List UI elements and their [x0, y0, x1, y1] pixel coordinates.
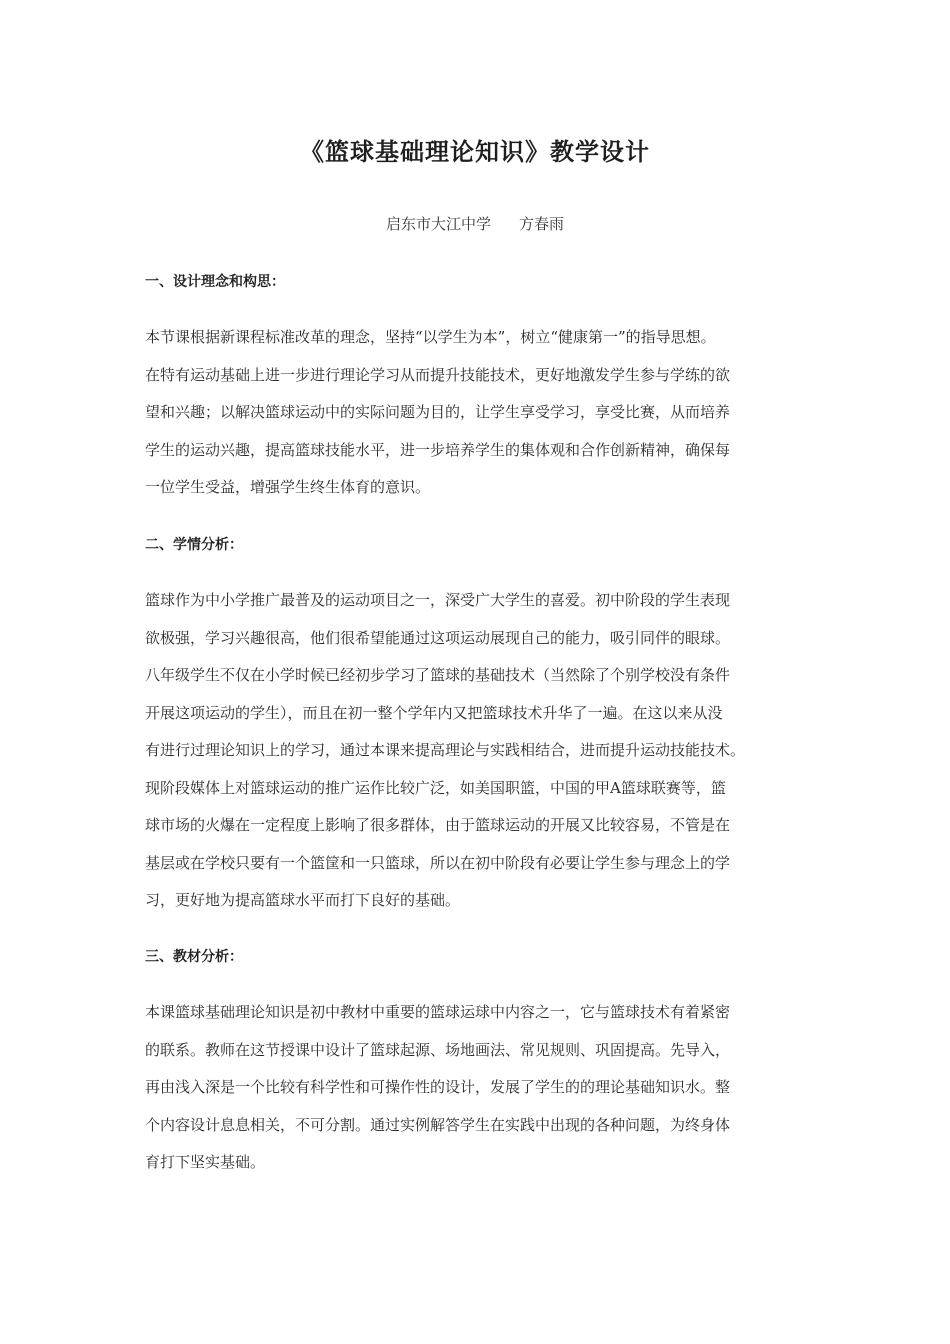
section-paragraph-material-analysis: [145, 994, 810, 1182]
paragraph-line: 育打下坚实基础。: [145, 1153, 266, 1171]
paragraph-line: 现阶段媒体上对篮球运动的推广运作比较广泛，如美国职篮，中国的甲A篮球联赛等，篮: [145, 778, 726, 797]
school-name: 启东市大江中学: [385, 215, 491, 233]
author-line: [0, 213, 950, 235]
document-title: 《篮球基础理论知识》教学设计: [300, 137, 650, 166]
paragraph-line: 本节课根据新课程标准改革的理念，坚持“以学生为本”，树立“健康第一”的指导思想。: [145, 328, 716, 346]
paragraph-line: 个内容设计息息相关，不可分割。通过实例解答学生在实践中出现的各种问题，为终身体: [145, 1115, 731, 1134]
paragraph-line: 球市场的火爆在一定程度上影响了很多群体，由于篮球运动的开展又比较容易，不管是在: [145, 816, 731, 834]
paragraph-line: 基层或在学校只要有一个篮筐和一只篮球，所以在初中阶段有必要让学生参与理念上的学: [145, 853, 731, 872]
paragraph-line: 再由浅入深是一个比较有科学性和可操作性的设计，发展了学生的的理论基础知识水。整: [145, 1078, 731, 1096]
paragraph-line: 开展这项运动的学生），而且在初一整个学年内又把篮球技术升华了一遍。在这以来从没: [145, 703, 723, 722]
paragraph-line: 望和兴趣；以解决篮球运动中的实际问题为目的，让学生享受学习，享受比赛，从而培养: [145, 403, 731, 421]
section-paragraph-design-concept: [145, 319, 810, 507]
section-paragraph-student-analysis: [145, 582, 810, 920]
paragraph-line: 有进行过理论知识上的学习，通过本课来提高理论与实践相结合，进而提升运动技能技术。: [145, 741, 746, 759]
section-heading-student-analysis: 二、学情分析：: [145, 537, 243, 553]
paragraph-line: 欲极强，学习兴趣很高，他们很希望能通过这项运动展现自己的能力，吸引同伴的眼球。: [145, 628, 731, 647]
paragraph-line: 习，更好地为提高篮球水平而打下良好的基础。: [145, 891, 461, 909]
paragraph-line: 八年级学生不仅在小学时候已经初步学习了篮球的基础技术（当然除了个别学校没有条件: [145, 666, 731, 684]
paragraph-line: 学生的运动兴趣，提高篮球技能水平，进一步培养学生的集体观和合作创新精神，确保每: [145, 440, 731, 459]
section-heading-design-concept: 一、设计理念和构思：: [145, 274, 285, 290]
paragraph-line: 篮球作为中小学推广最普及的运动项目之一，深受广大学生的喜爱。初中阶段的学生表现: [145, 591, 731, 609]
paragraph-line: 的联系。教师在这节授课中设计了篮球起源、场地画法、常见规则、巩固提高。先导入，: [145, 1040, 731, 1059]
section-heading-material-analysis: 三、教材分析：: [145, 949, 243, 965]
paragraph-line: 本课篮球基础理论知识是初中教材中重要的篮球运球中内容之一，它与篮球技术有着紧密: [145, 1003, 731, 1021]
paragraph-line: 在特有运动基础上进一步进行理论学习从而提升技能技术，更好地激发学生参与学练的欲: [145, 365, 731, 384]
paragraph-line: 一位学生受益，增强学生终生体育的意识。: [145, 478, 431, 496]
author-name: 方春雨: [519, 215, 565, 233]
